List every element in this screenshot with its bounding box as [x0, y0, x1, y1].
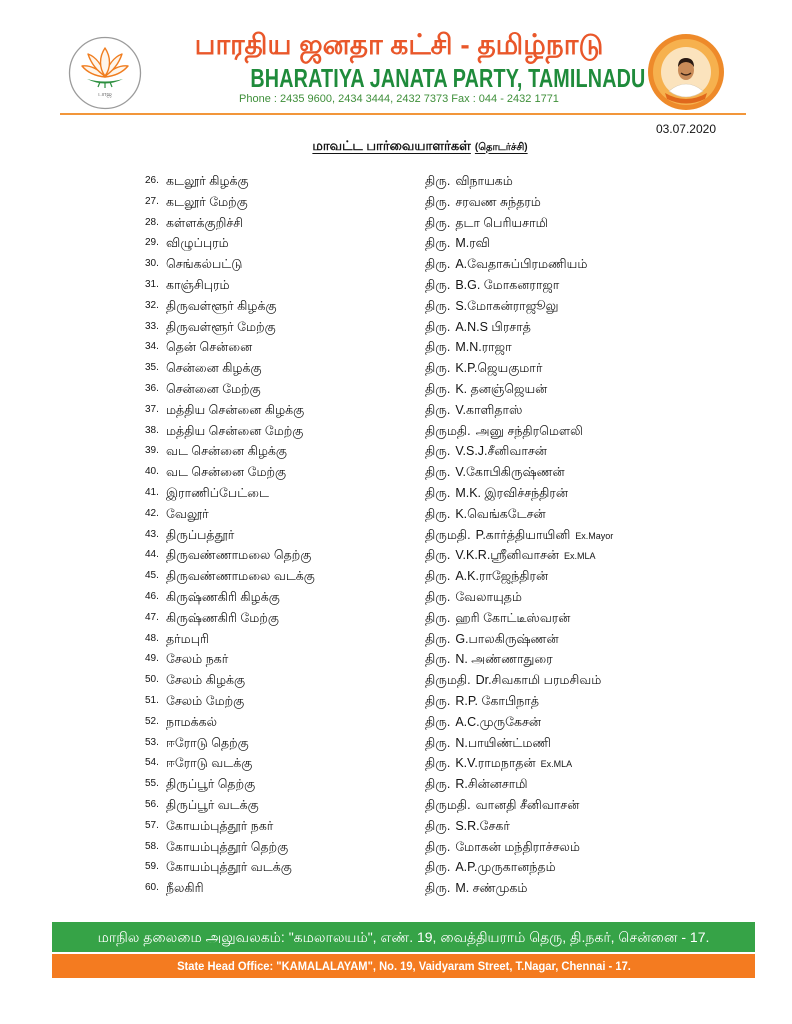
- observer-name: அனு சந்திரமௌலி: [475, 423, 583, 438]
- observer-cell: [425, 525, 613, 547]
- district-name: கிருஷ்ணகிரி மேற்கு: [166, 610, 279, 625]
- row-number: 35.: [145, 362, 159, 374]
- honorific: திரு.: [425, 714, 451, 729]
- district-name: சென்னை மேற்கு: [166, 381, 261, 396]
- observer-name: K.V.ராமநாதன்: [455, 756, 536, 771]
- row-number: 32.: [145, 299, 159, 311]
- observer-name: விநாயகம்: [455, 174, 513, 188]
- observer-cell: [425, 712, 541, 733]
- observer-name: M.ரவி: [455, 236, 490, 251]
- row-number: 38.: [145, 424, 159, 436]
- honorific: திரு.: [425, 257, 451, 272]
- district-name: கோயம்புத்தூர் தெற்கு: [166, 839, 289, 854]
- observer-row: [0, 837, 792, 858]
- district-name: திருப்பூர் தெற்கு: [166, 777, 256, 792]
- observer-row: [0, 275, 792, 296]
- honorific: திரு.: [425, 777, 451, 792]
- observer-row: [0, 878, 792, 899]
- observer-name: A.K.ராஜேந்திரன்: [455, 569, 549, 584]
- observer-row: [0, 566, 792, 587]
- observer-row: [0, 608, 792, 629]
- honorific: திரு.: [425, 361, 451, 376]
- district-name: ஈரோடு வடக்கு: [166, 756, 253, 771]
- observer-name: A.N.S பிரசாத்: [455, 319, 531, 334]
- row-number: 46.: [145, 590, 159, 602]
- honorific: திரு.: [425, 818, 451, 833]
- row-number: 45.: [145, 570, 159, 582]
- honorific: திரு.: [425, 485, 451, 500]
- observer-row: [0, 213, 792, 234]
- honorific: திரு.: [425, 236, 451, 251]
- district-name: கோயம்புத்தூர் நகர்: [166, 818, 274, 833]
- district-name: கடலூர் மேற்கு: [166, 194, 248, 209]
- honorific: திரு.: [425, 569, 451, 584]
- honorific: திரு.: [425, 610, 451, 625]
- district-name: கோயம்புத்தூர் வடக்கு: [166, 860, 292, 875]
- row-number: 40.: [145, 466, 159, 478]
- honorific: திரு.: [425, 548, 451, 563]
- observer-row: [0, 587, 792, 608]
- district-name: சேலம் மேற்கு: [166, 693, 245, 708]
- observer-cell: [425, 670, 601, 691]
- observer-cell: [425, 213, 548, 234]
- district-name: திருவண்ணாமலை தெற்கு: [166, 548, 312, 563]
- honorific: திரு.: [425, 652, 451, 667]
- observer-cell: [425, 774, 528, 795]
- observer-row: [0, 629, 792, 650]
- honorific: திரு.: [425, 340, 451, 355]
- row-number: 59.: [145, 861, 159, 873]
- honorific: திரு.: [425, 174, 451, 188]
- designation-note: Ex.MLA: [564, 551, 596, 562]
- observer-row: [0, 358, 792, 379]
- observer-cell: [425, 816, 510, 837]
- district-name: தென் சென்னை: [166, 340, 253, 355]
- observer-cell: [425, 379, 547, 400]
- district-name: விழுப்புரம்: [166, 236, 229, 251]
- honorific: திரு.: [425, 735, 451, 750]
- honorific: திரு.: [425, 506, 451, 521]
- observer-cell: [425, 566, 548, 587]
- observer-cell: [425, 857, 556, 878]
- row-number: 26.: [145, 175, 159, 186]
- observer-row: [0, 795, 792, 816]
- district-name: திருப்பூர் வடக்கு: [166, 797, 259, 812]
- district-name: சேலம் கிழக்கு: [166, 673, 246, 688]
- row-number: 49.: [145, 653, 159, 665]
- observer-row: [0, 254, 792, 275]
- observer-cell: [425, 837, 580, 858]
- honorific: திரு.: [425, 881, 451, 896]
- district-name: காஞ்சிபுரம்: [166, 277, 230, 292]
- row-number: 36.: [145, 382, 159, 394]
- honorific: திருமதி.: [425, 527, 471, 542]
- observer-row: [0, 504, 792, 525]
- observer-name: A.வேதாசுப்பிரமணியம்: [455, 257, 588, 272]
- observer-name: K.P.ஜெயகுமார்: [455, 361, 543, 376]
- district-name: நீலகிரி: [166, 881, 204, 896]
- observer-cell: [425, 649, 553, 670]
- row-number: 29.: [145, 237, 159, 249]
- logo-lettering: பாஜ: [98, 91, 112, 98]
- contact-line: Phone : 2435 9600, 2434 3444, 2432 7373 Fax : 044 - 2432 1771: [239, 93, 559, 105]
- observer-row: [0, 296, 792, 317]
- district-name: நாமக்கல்: [166, 714, 217, 729]
- row-number: 47.: [145, 611, 159, 623]
- observer-row: [0, 670, 792, 691]
- row-number: 31.: [145, 278, 159, 290]
- district-name: கள்ளக்குறிச்சி: [166, 215, 244, 230]
- observer-cell: [425, 296, 558, 317]
- observer-name: V.S.J.சீனிவாசன்: [455, 444, 547, 459]
- observer-cell: [425, 483, 568, 504]
- observer-cell: [425, 545, 596, 567]
- row-number: 60.: [145, 882, 159, 894]
- district-name: கிருஷ்ணகிரி கிழக்கு: [166, 589, 280, 604]
- observer-row: [0, 545, 792, 566]
- honorific: திரு.: [425, 756, 451, 771]
- observer-cell: [425, 504, 546, 525]
- observer-row: [0, 483, 792, 504]
- observer-name: A.C.முருகேசன்: [455, 714, 541, 729]
- district-name: வட சென்னை கிழக்கு: [166, 444, 287, 459]
- district-name: செங்கல்பட்டு: [166, 257, 243, 272]
- observer-cell: [425, 233, 490, 254]
- observer-cell: [425, 795, 579, 816]
- observer-name: R.P. கோபிநாத்: [455, 693, 539, 708]
- observer-row: [0, 649, 792, 670]
- honorific: திரு.: [425, 444, 451, 459]
- honorific: திருமதி.: [425, 423, 471, 438]
- row-number: 50.: [145, 674, 159, 686]
- observer-name: R.சின்னசாமி: [455, 777, 528, 792]
- observer-row: [0, 462, 792, 483]
- observer-cell: [425, 254, 587, 275]
- district-name: ஈரோடு தெற்கு: [166, 735, 249, 750]
- designation-note: Ex.Mayor: [575, 530, 614, 541]
- observer-name: V.காளிதாஸ்: [455, 402, 523, 417]
- observer-name: K.வெங்கடேசன்: [455, 506, 546, 521]
- row-number: 51.: [145, 694, 159, 706]
- row-number: 56.: [145, 798, 159, 810]
- honorific: திருமதி.: [425, 673, 471, 688]
- observer-name: ஹரி கோட்டீஸ்வரன்: [455, 610, 571, 625]
- document-heading: [220, 138, 620, 156]
- row-number: 54.: [145, 757, 159, 769]
- row-number: 57.: [145, 819, 159, 831]
- observer-cell: [425, 358, 542, 379]
- row-number: 48.: [145, 632, 159, 644]
- observer-row: [0, 816, 792, 837]
- district-name: சென்னை கிழக்கு: [166, 361, 262, 376]
- honorific: திரு.: [425, 631, 451, 646]
- district-name: சேலம் நகர்: [166, 652, 229, 667]
- observer-cell: [425, 608, 570, 629]
- heading-sub: (தொடர்ச்சி): [474, 142, 528, 153]
- observer-cell: [425, 753, 572, 775]
- designation-note: Ex.MLA: [540, 759, 573, 770]
- observer-name: சரவண சுந்தரம்: [455, 194, 541, 209]
- document-date: 03.07.2020: [655, 122, 716, 136]
- observer-cell: [425, 171, 513, 192]
- observer-row: [0, 400, 792, 421]
- observer-row: [0, 337, 792, 358]
- party-title-english: BHARATIYA JANATA PARTY, TAMILNADU: [250, 63, 646, 93]
- observer-cell: [425, 629, 559, 650]
- observer-name: V.கோபிகிருஷ்ணன்: [455, 465, 565, 480]
- observer-cell: [425, 275, 559, 296]
- row-number: 52.: [145, 715, 159, 727]
- footer-address-tamil: மாநில தலைமை அலுவலகம்: "கமலாலயம்", எண். 19, வைத்தியராம் தெரு, தி.நகர், சென்னை - 17.: [52, 922, 755, 952]
- observer-name: M.N.ராஜா: [455, 340, 512, 355]
- honorific: திரு.: [425, 277, 451, 292]
- observer-cell: [425, 192, 541, 213]
- observer-name: B.G. மோகனராஜா: [455, 277, 560, 292]
- observer-name: S.R.சேகர்: [455, 818, 510, 833]
- observer-name: V.K.R.ஸ்ரீனிவாசன்: [455, 548, 560, 563]
- observer-row: [0, 712, 792, 733]
- observer-cell: [425, 317, 531, 338]
- observer-name: S.மோகன்ராஜூலு: [455, 298, 559, 313]
- row-number: 42.: [145, 507, 159, 519]
- observer-row: [0, 733, 792, 754]
- row-number: 30.: [145, 258, 159, 270]
- observer-row: [0, 857, 792, 878]
- observer-cell: [425, 878, 527, 899]
- observer-cell: [425, 587, 522, 608]
- observer-row: [0, 421, 792, 442]
- district-name: திருவள்ளூர் கிழக்கு: [166, 298, 277, 313]
- row-number: 43.: [145, 528, 159, 540]
- observer-cell: [425, 400, 522, 421]
- observer-name: வானதி சீனிவாசன்: [475, 797, 580, 812]
- footer-address-english-band: [52, 954, 755, 978]
- heading-main: மாவட்ட பார்வையாளர்கள்: [312, 138, 471, 153]
- observer-cell: [425, 441, 547, 462]
- district-name: வேலூர்: [166, 506, 209, 521]
- row-number: 34.: [145, 341, 159, 353]
- row-number: 27.: [145, 195, 159, 207]
- district-name: திருவண்ணாமலை வடக்கு: [166, 569, 315, 584]
- observer-cell: [425, 691, 539, 712]
- observer-cell: [425, 337, 512, 358]
- row-number: 55.: [145, 778, 159, 790]
- honorific: திருமதி.: [425, 797, 471, 812]
- honorific: திரு.: [425, 589, 451, 604]
- observer-row: [0, 379, 792, 400]
- observer-name: G.பாலகிருஷ்ணன்: [455, 631, 559, 646]
- leader-portrait-seal: [647, 33, 725, 111]
- observer-row: [0, 753, 792, 774]
- observer-name: வேலாயுதம்: [455, 589, 522, 604]
- party-title-tamil: பாரதிய ஜனதா கட்சி - தமிழ்நாடு: [194, 29, 604, 60]
- honorific: திரு.: [425, 215, 451, 230]
- district-name: தர்மபுரி: [166, 631, 210, 646]
- district-name: வட சென்னை மேற்கு: [166, 465, 287, 480]
- observer-name: P.கார்த்தியாயினி: [475, 527, 571, 542]
- honorific: திரு.: [425, 194, 451, 209]
- honorific: திரு.: [425, 465, 451, 480]
- footer-address-english: State Head Office: "KAMALALAYAM", No. 19, Vaidyaram Street, T.Nagar, Chennai - 17.: [176, 959, 631, 973]
- observer-row: [0, 192, 792, 213]
- row-number: 28.: [145, 216, 159, 228]
- observer-name: K. தனஞ்ஜெயன்: [455, 381, 548, 396]
- observer-name: M. சண்முகம்: [455, 881, 528, 896]
- district-name: இராணிப்பேட்டை: [166, 485, 269, 500]
- district-name: மத்திய சென்னை கிழக்கு: [166, 402, 305, 417]
- honorific: திரு.: [425, 839, 451, 854]
- observer-name: தடா பெரியசாமி: [455, 215, 548, 230]
- header-divider: [60, 113, 746, 115]
- observer-name: M.K. இரவிச்சந்திரன்: [455, 485, 569, 500]
- row-number: 44.: [145, 549, 159, 561]
- observer-name: N.பாயிண்ட்மணி: [455, 735, 551, 750]
- row-number: 41.: [145, 486, 159, 498]
- row-number: 53.: [145, 736, 159, 748]
- observer-cell: [425, 462, 565, 483]
- observer-row: [0, 233, 792, 254]
- honorific: திரு.: [425, 298, 451, 313]
- observer-name: Dr.சிவகாமி பரமசிவம்: [475, 673, 602, 688]
- honorific: திரு.: [425, 693, 451, 708]
- observer-name: மோகன் மந்திராச்சலம்: [455, 839, 580, 854]
- row-number: 37.: [145, 403, 159, 415]
- observer-cell: [425, 421, 583, 442]
- row-number: 58.: [145, 840, 159, 852]
- row-number: 39.: [145, 445, 159, 457]
- observer-name: A.P.முருகானந்தம்: [455, 860, 556, 875]
- observer-row: [0, 441, 792, 462]
- observer-row: [0, 317, 792, 338]
- honorific: திரு.: [425, 381, 451, 396]
- district-name: திருப்பத்தூர்: [166, 527, 235, 542]
- district-name: மத்திய சென்னை மேற்கு: [166, 423, 304, 438]
- observer-row: [0, 774, 792, 795]
- honorific: திரு.: [425, 860, 451, 875]
- row-number: 33.: [145, 320, 159, 332]
- observer-name: N. அண்ணாதுரை: [455, 652, 553, 667]
- observer-list: [0, 171, 792, 899]
- district-name: கடலூர் கிழக்கு: [166, 174, 249, 188]
- observer-row: [0, 525, 792, 546]
- honorific: திரு.: [425, 319, 451, 334]
- district-name: திருவள்ளூர் மேற்கு: [166, 319, 276, 334]
- observer-cell: [425, 733, 551, 754]
- honorific: திரு.: [425, 402, 451, 417]
- observer-row: [0, 691, 792, 712]
- observer-row: [0, 171, 792, 192]
- bjp-lotus-logo: [68, 36, 142, 110]
